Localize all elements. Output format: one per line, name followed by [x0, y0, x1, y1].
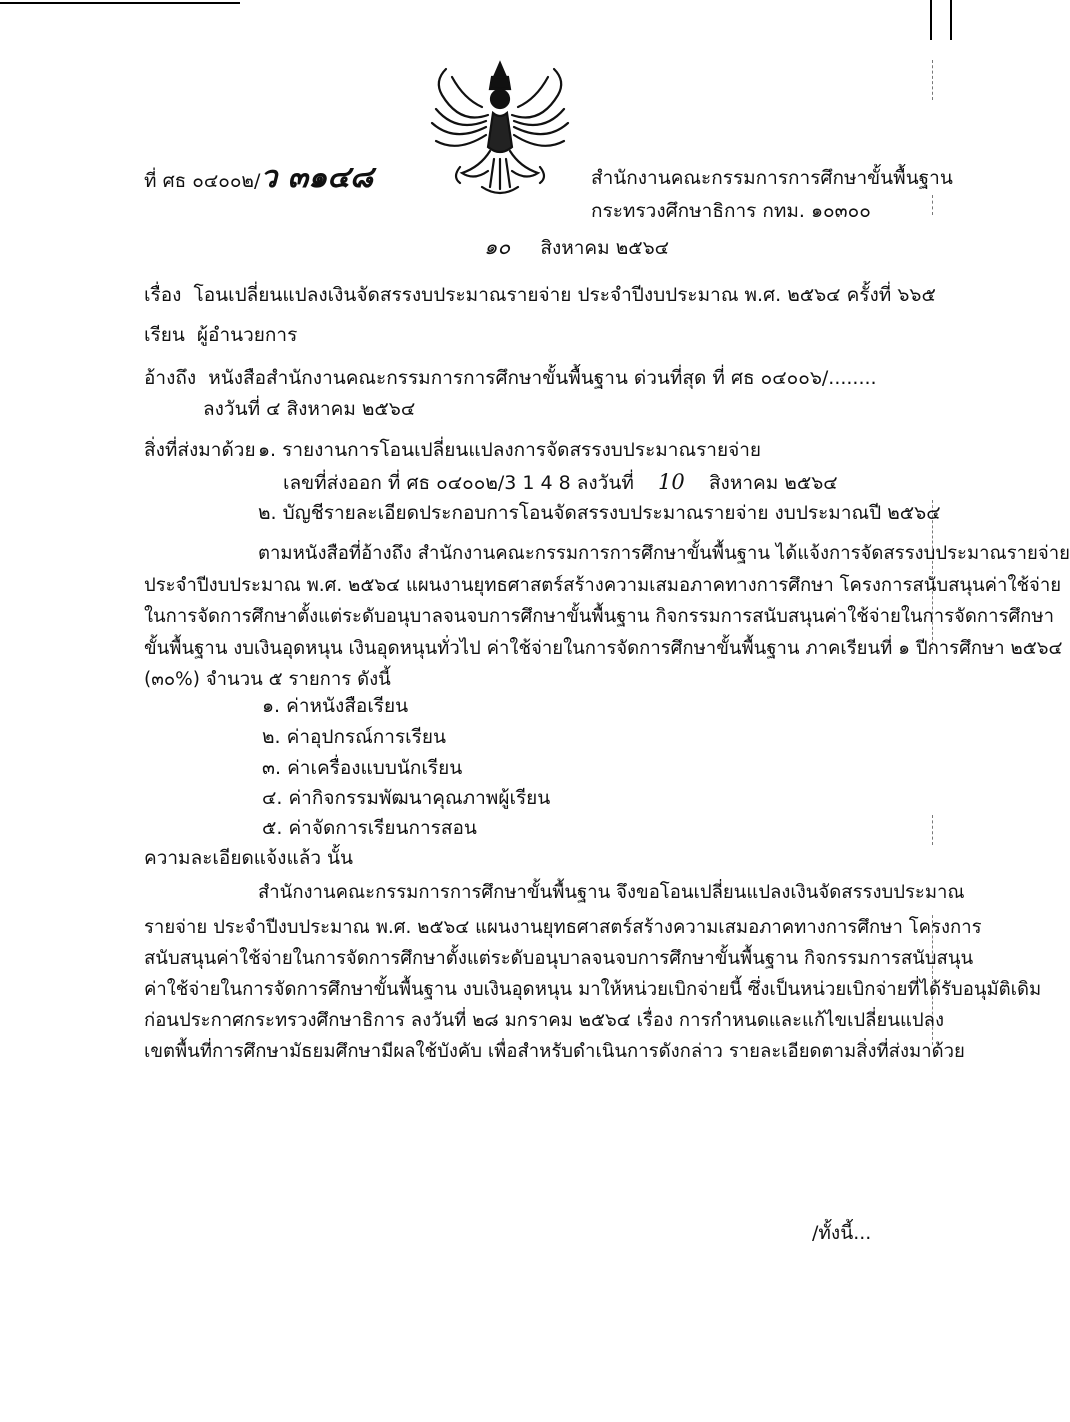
scan-edge-mark: [932, 60, 934, 100]
paragraph-2-line: ก่อนประกาศกระทรวงศึกษาธิการ ลงวันที่ ๒๘ มกราคม ๒๕๖๔ เรื่อง การกำหนดและแก้ไขเปลี่ยนแปลง: [144, 1010, 945, 1031]
paragraph-2-line: สำนักงานคณะกรรมการการศึกษาขั้นพื้นฐาน จึงขอโอนเปลี่ยนแปลงเงินจัดสรรงบประมาณ: [258, 882, 965, 903]
list-item: ๔. ค่ากิจกรรมพัฒนาคุณภาพผู้เรียน: [262, 787, 551, 809]
paragraph-2-line: รายจ่าย ประจำปีงบประมาณ พ.ศ. ๒๕๖๔ แผนงานยุทธศาสตร์สร้างความเสมอภาคทางการศึกษา โครงการ: [144, 917, 982, 938]
scan-top-rule: [0, 2, 240, 4]
paragraph-2-line: ค่าใช้จ่ายในการจัดการศึกษาขั้นพื้นฐาน งบเงินอุดหนุน มาให้หน่วยเบิกจ่ายนี้ ซึ่งเป็นหน่วยเบิกจ่ายที่ได้รับอนุมัติเดิม: [144, 979, 1042, 1000]
enclosure-item-1-number: [283, 467, 838, 498]
ref-number-handwritten: ว ๓๑๔๘: [260, 160, 374, 195]
scan-edge-line: [950, 0, 952, 40]
subject-line: [144, 280, 936, 310]
issuer-address: กระทรวงศึกษาธิการ กทม. ๑๐๓๐๐: [591, 200, 871, 222]
issuer-name: สำนักงานคณะกรรมการการศึกษาขั้นพื้นฐาน: [591, 167, 953, 189]
subject-text: โอนเปลี่ยนแปลงเงินจัดสรรงบประมาณรายจ่าย ประจำปีงบประมาณ พ.ศ. ๒๕๖๔ ครั้งที่ ๖๖๕: [193, 284, 936, 306]
garuda-emblem: [420, 55, 580, 205]
ref-number: [144, 160, 374, 196]
enclosure-item-1: ๑. รายงานการโอนเปลี่ยนแปลงการจัดสรรงบประมาณรายจ่าย: [258, 439, 762, 461]
scan-edge-line: [930, 0, 932, 40]
paragraph-1-line: (๓๐%) จำนวน ๕ รายการ ดังนี้: [144, 669, 391, 690]
enclosure-item-2: ๒. บัญชีรายละเอียดประกอบการโอนจัดสรรงบประมาณรายจ่าย งบประมาณปี ๒๕๖๔: [258, 502, 941, 524]
list-item: ๕. ค่าจัดการเรียนการสอน: [262, 817, 477, 839]
paragraph-2-line: สนับสนุนค่าใช้จ่ายในการจัดการศึกษาตั้งแต่ระดับอนุบาลจนจบการศึกษาขั้นพื้นฐาน กิจกรรมการสนับสนุน: [144, 948, 974, 969]
ref-number-printed: ที่ ศธ ๐๔๐๐๒/: [144, 170, 261, 192]
reference-line: [144, 363, 877, 393]
paragraph-1-line: ในการจัดการศึกษาตั้งแต่ระดับอนุบาลจนจบการศึกษาขั้นพื้นฐาน กิจกรรมการสนับสนุนค่าใช้จ่ายในการจัดการศึกษา: [144, 606, 1054, 627]
paragraph-2-line: เขตพื้นที่การศึกษามัธยมศึกษามีผลใช้บังคับ เพื่อสำหรับดำเนินการดังกล่าว รายละเอียดตามสิ่งที่ส่งมาด้วย: [144, 1041, 965, 1062]
date-month-year: สิงหาคม ๒๕๖๔: [540, 237, 670, 259]
subject-label: เรื่อง: [144, 284, 182, 306]
paragraph-1-line: ขั้นพื้นฐาน งบเงินอุดหนุน เงินอุดหนุนทั่วไป ค่าใช้จ่ายในการจัดการศึกษาขั้นพื้นฐาน ภาคเรียนที่ ๑ ปีการศึกษา ๒๕๖๔: [144, 638, 1063, 659]
letter-date: [484, 232, 669, 263]
enclosure-export-number: เลขที่ส่งออก ที่ ศธ ๐๔๐๐๒/3 1 4 8 ลงวันที่: [283, 472, 634, 494]
continuation-marker: /ทั้งนี้...: [812, 1222, 872, 1244]
scan-edge-mark: [932, 195, 934, 215]
paragraph-1-line: ประจำปีงบประมาณ พ.ศ. ๒๕๖๔ แผนงานยุทธศาสตร์สร้างความเสมอภาคทางการศึกษา โครงการสนับสนุนค่าใช้จ่าย: [144, 575, 1062, 596]
list-closing: ความละเอียดแจ้งแล้ว นั้น: [144, 847, 354, 869]
scan-edge-mark: [932, 815, 934, 845]
list-item: ๑. ค่าหนังสือเรียน: [262, 695, 409, 717]
enclosure-day-handwritten: 10: [658, 470, 685, 494]
list-item: ๓. ค่าเครื่องแบบนักเรียน: [262, 757, 463, 779]
enclosure-month-year: สิงหาคม ๒๕๖๔: [708, 472, 838, 494]
reference-date: ลงวันที่ ๔ สิงหาคม ๒๕๖๔: [203, 398, 416, 420]
reference-label: อ้างถึง: [144, 367, 197, 389]
list-item: ๒. ค่าอุปกรณ์การเรียน: [262, 726, 446, 748]
paragraph-1-line: ตามหนังสือที่อ้างถึง สำนักงานคณะกรรมการการศึกษาขั้นพื้นฐาน ได้แจ้งการจัดสรรงบประมาณรายจ่าย: [258, 543, 1070, 564]
reference-text: หนังสือสำนักงานคณะกรรมการการศึกษาขั้นพื้นฐาน ด่วนที่สุด ที่ ศธ ๐๔๐๐๖/........: [208, 367, 877, 389]
enclosure-label: สิ่งที่ส่งมาด้วย: [144, 439, 256, 461]
salutation-label: เรียน: [144, 324, 185, 346]
salutation-text: ผู้อำนวยการ: [196, 324, 298, 346]
salutation-line: [144, 320, 297, 350]
date-day-handwritten: ๑๐: [484, 235, 511, 259]
